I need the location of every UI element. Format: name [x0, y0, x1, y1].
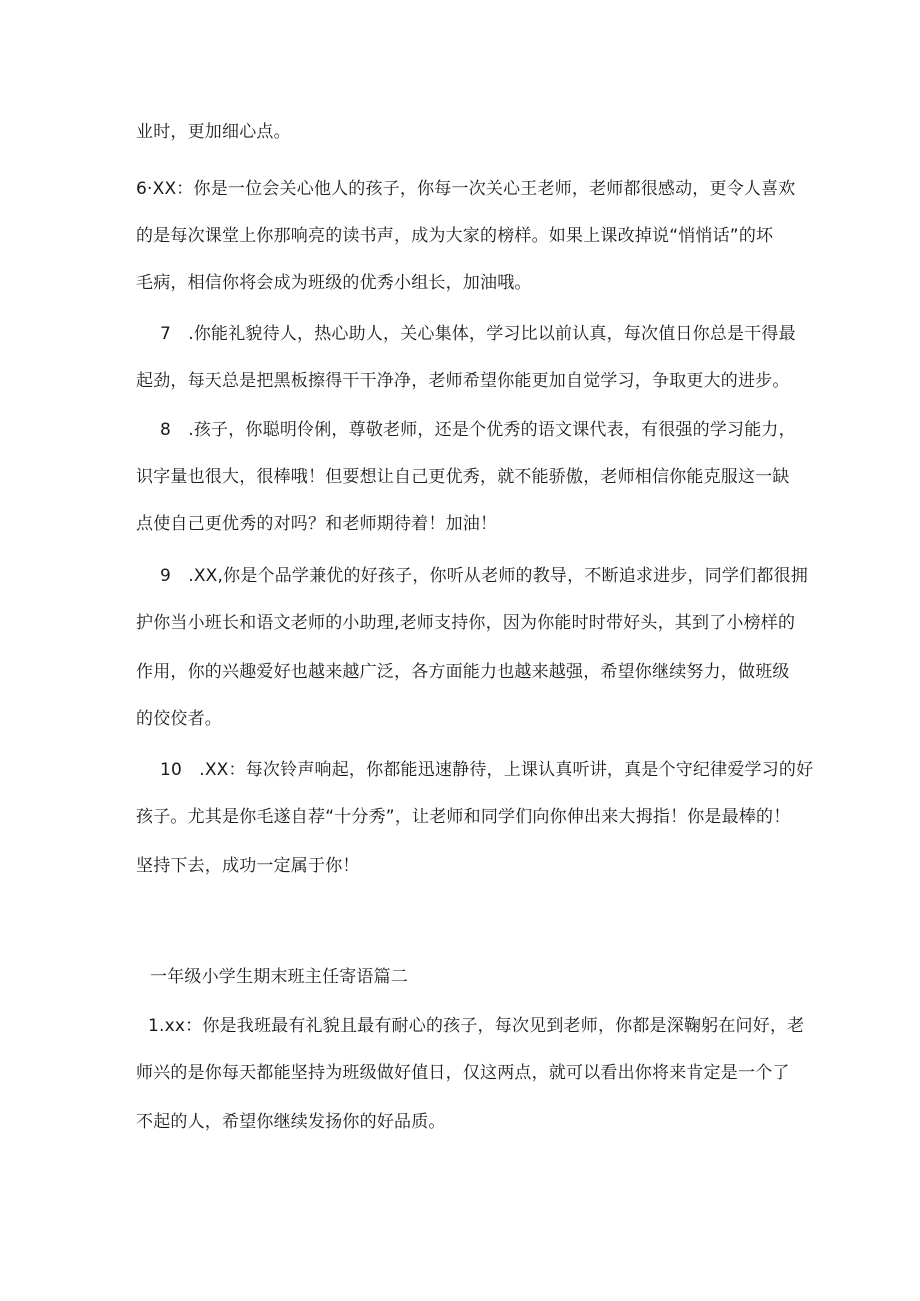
- text-line: 6·XX：你是一位会关心他人的孩子，你每一次关心王老师，老师都很感动，更令人喜欢: [136, 179, 796, 199]
- text-line: 8 .孩子，你聪明伶俐，尊敬老师，还是个优秀的语文课代表，有很强的学习能力，: [160, 420, 796, 440]
- text-line: 坚持下去，成功一定属于你！: [136, 856, 360, 876]
- text-line: 1.xx：你是我班最有礼貌且最有耐心的孩子，每次见到老师，你都是深鞠躬在问好，老: [148, 1016, 805, 1036]
- text-line: 起劲，每天总是把黑板擦得干干净净，老师希望你能更加自觉学习，争取更大的进步。: [136, 371, 790, 391]
- text-line: 不起的人，希望你继续发扬你的好品质。: [136, 1112, 446, 1132]
- text-line: 毛病，相信你将会成为班级的优秀小组长，加油哦。: [136, 273, 532, 293]
- text-line: 的是每次课堂上你那响亮的读书声，成为大家的榜样。如果上课改掉说“悄悄话”的坏: [136, 226, 774, 246]
- text-line: 作用，你的兴趣爱好也越来越广泛，各方面能力也越来越强，希望你继续努力，做班级: [136, 662, 790, 682]
- text-line: 9 .XX,你是个品学兼优的好孩子，你听从老师的教导，不断追求进步，同学们都很拥: [160, 566, 808, 586]
- text-line: 点使自己更优秀的对吗？和老师期待着！加油！: [136, 514, 498, 534]
- text-line: 业时，更加细心点。: [136, 122, 291, 142]
- text-line: 师兴的是你每天都能坚持为班级做好值日，仅这两点，就可以看出你将来肯定是一个了: [136, 1063, 790, 1083]
- text-line: 孩子。尤其是你毛遂自荐“十分秀”，让老师和同学们向你伸出来大拇指！你是最棒的！: [136, 807, 791, 827]
- text-line: 的佼佼者。: [136, 709, 222, 729]
- section-heading: 一年级小学生期末班主任寄语篇二: [150, 967, 408, 987]
- text-line: 识字量也很大，很棒哦！但要想让自己更优秀，就不能骄傲，老师相信你能克服这一缺: [136, 467, 790, 487]
- text-line: 7 .你能礼貌待人，热心助人，关心集体，学习比以前认真，每次值日你总是干得最: [160, 324, 796, 344]
- text-line: 10 .XX：每次铃声响起，你都能迅速静待，上课认真听讲，真是个守纪律爱学习的好: [160, 760, 814, 780]
- text-line: 护你当小班长和语文老师的小助理,老师支持你，因为你能时时带好头，其到了小榜样的: [136, 613, 796, 633]
